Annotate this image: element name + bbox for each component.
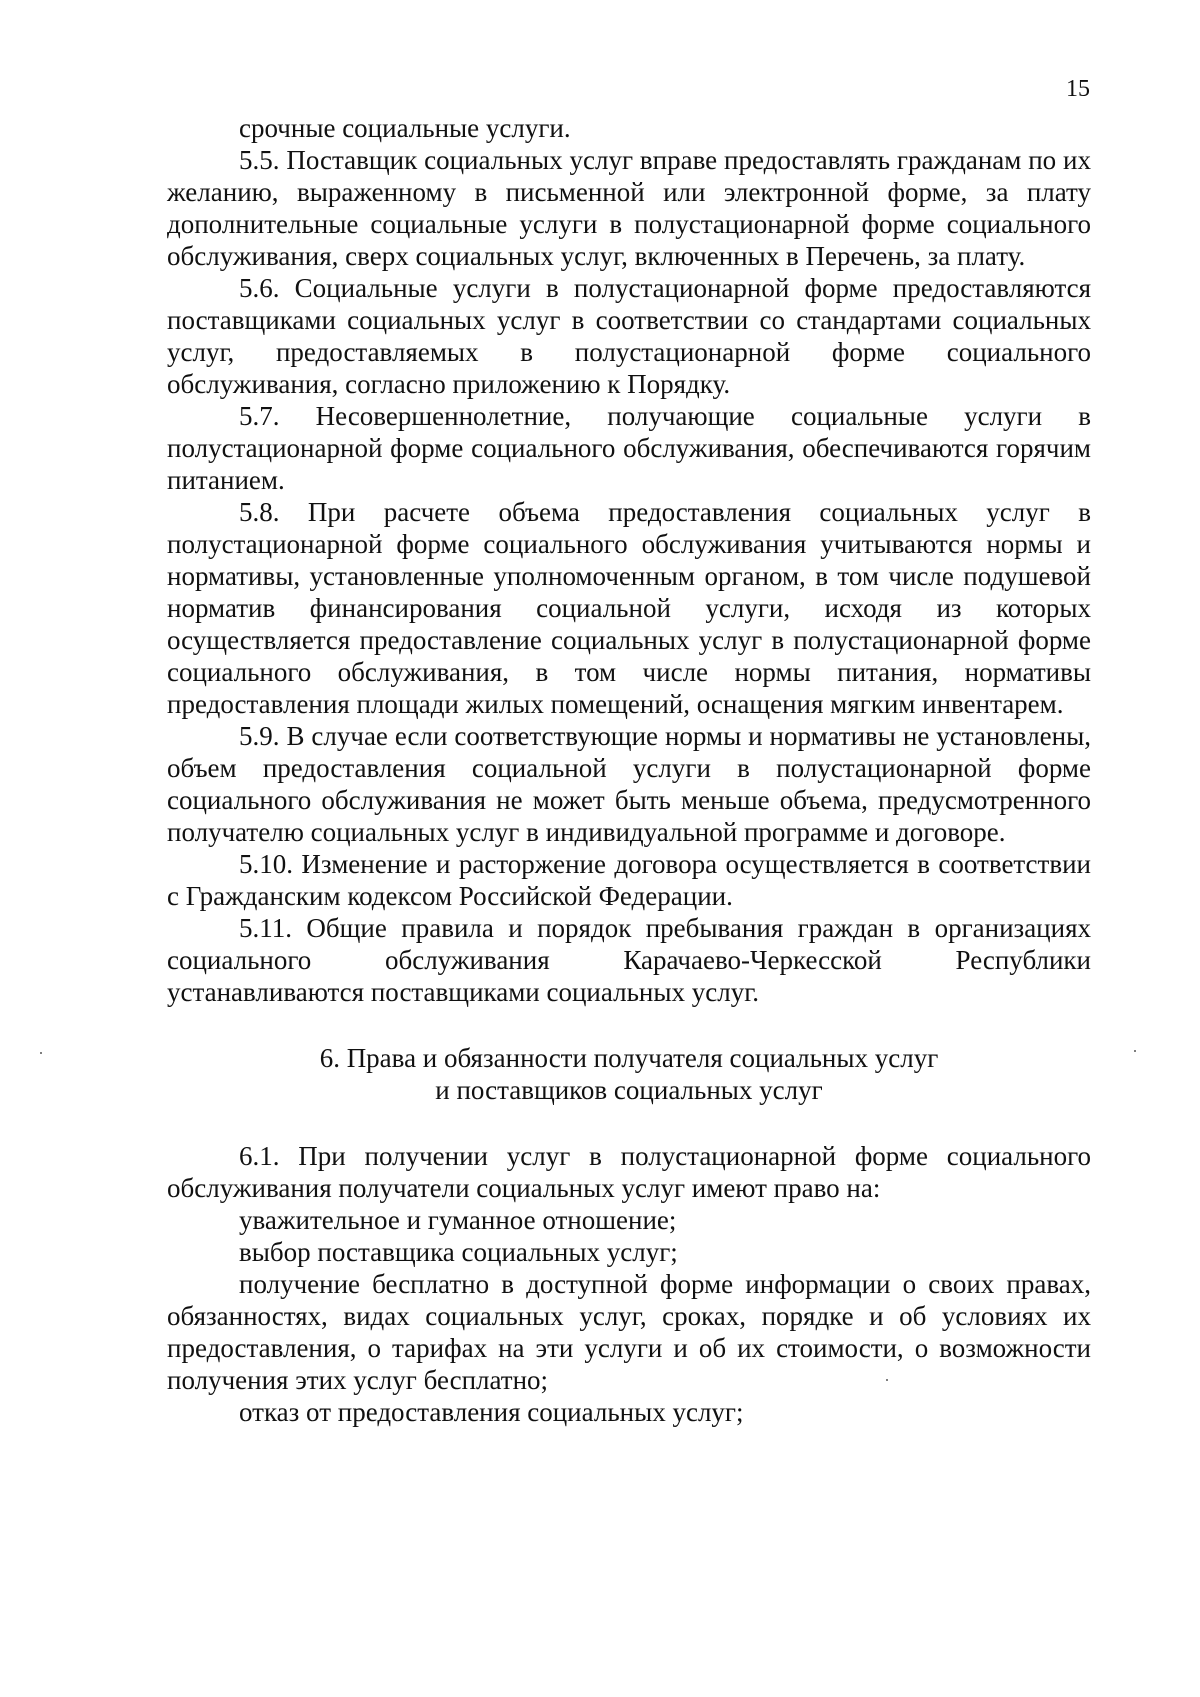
scan-speck bbox=[886, 1379, 888, 1381]
paragraph-5-8: 5.8. При расчете объема предоставления социальных услуг в полустационарной форме социального обслуживания учитываются нормы и нормативы, установленные уполномоченным органом, в том числе подушевой норматив финансирования социальной услуги, исходя из которых осуществляется предоставление социальных услуг в полустационарной форме социального обслуживания, в том числе нормы питания, нормативы предоставления площади жилых помещений, оснащения мягким инвентарем. bbox=[167, 497, 1091, 719]
paragraph-5-6: 5.6. Социальные услуги в полустационарной форме предоставляются поставщиками социальных услуг в соответствии со стандартами социальных услуг, предоставляемых в полустационарной форме социального обслуживания, согласно приложению к Порядку. bbox=[167, 273, 1091, 399]
list-item-respect: уважительное и гуманное отношение; bbox=[239, 1205, 677, 1235]
page-number: 15 bbox=[1066, 76, 1090, 102]
scan-speck bbox=[40, 1052, 42, 1054]
section-heading-line-1: 6. Права и обязанности получателя социальных услуг bbox=[319, 1043, 939, 1073]
paragraph-5-5: 5.5. Поставщик социальных услуг вправе предоставлять гражданам по их желанию, выраженному в письменной или электронной форме, за плату дополнительные социальные услуги в полустационарной форме социального обслуживания, сверх социальных услуг, включенных в Перечень, за плату. bbox=[167, 145, 1091, 271]
list-item-provider-choice: выбор поставщика социальных услуг; bbox=[239, 1237, 678, 1267]
paragraph-6-1: 6.1. При получении услуг в полустационарной форме социального обслуживания получатели социальных услуг имеют право на: bbox=[167, 1141, 1091, 1203]
paragraph-5-10: 5.10. Изменение и расторжение договора осуществляется в соответствии с Гражданским кодексом Российской Федерации. bbox=[167, 849, 1091, 911]
paragraph-5-9: 5.9. В случае если соответствующие нормы и нормативы не установлены, объем предоставления социальной услуги в полустационарной форме социального обслуживания не может быть меньше объема, предусмотренного получателю социальных услуг в индивидуальной программе и договоре. bbox=[167, 721, 1091, 847]
list-item-refusal: отказ от предоставления социальных услуг; bbox=[239, 1397, 744, 1427]
section-heading bbox=[167, 1042, 1091, 1106]
paragraph-continuation: срочные социальные услуги. bbox=[239, 113, 571, 143]
list-item-information: получение бесплатно в доступной форме информации о своих правах, обязанностях, видах социальных услуг, сроках, порядке и об условиях их предоставления, о тарифах на эти услуги и об их стоимости, о возможности получения этих услуг бесплатно; bbox=[167, 1269, 1091, 1395]
section-heading-line-2: и поставщиков социальных услуг bbox=[435, 1075, 823, 1105]
paragraph-5-7: 5.7. Несовершеннолетние, получающие социальные услуги в полустационарной форме социального обслуживания, обеспечиваются горячим питанием. bbox=[167, 401, 1091, 495]
paragraph-5-11: 5.11. Общие правила и порядок пребывания граждан в организациях социального обслуживания Карачаево-Черкесской Республики устанавливаются поставщиками социальных услуг. bbox=[167, 913, 1091, 1007]
document-body bbox=[167, 112, 1091, 1428]
scan-speck bbox=[1134, 1050, 1136, 1052]
